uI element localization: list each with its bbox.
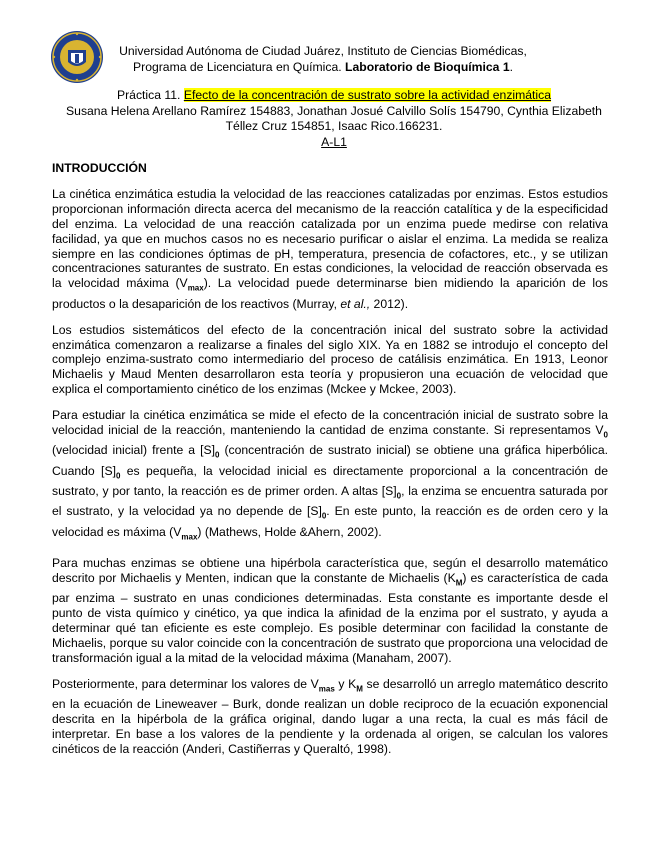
paragraph-2: Los estudios sistemáticos del efecto de la concentración inical del sustrato sobre la actividad enzimática comenzaron a realizarse a finales del siglo XIX. Ya en 1882 se introdujo el concepto del complejo enzima-sustrato como intermediario del proceso de catálisis enzimática. En 1913, Leonor Michaelis y Maud Menten desarrollaron esta teoría y propusieron una ecuación de velocidad que explica el comportamiento cinético de los enzimas (Mckee y Mckee, 2003). — [52, 322, 608, 397]
document-header — [108, 43, 538, 75]
paragraph-4: Para muchas enzimas se obtiene una hipérbola característica que, según el desarrollo matemático descrito por Michaelis y Menten, indican que la constante de Michaelis $(K_M)$ es característica de cada par enzima – sustrato en unas condiciones determinadas. Esta constante es importante desde el punto de vista químico y cinético, ya que indica la afinidad de la enzima por el sustrato, y ayuda a determinar qué tan eficiente es este complejo. Es posible determinar con facilidad la constante de Michaelis, porque su valor coincide con la concentración de sustrato que proporciona una velocidad de transformación igual a la mitad de la velocidad máxima (Manaham, 2007). — [52, 556, 608, 665]
practice-title-line — [60, 88, 608, 104]
institution-line: Universidad Autónoma de Ciudad Juárez, Instituto de Ciencias Biomédicas, — [119, 44, 527, 58]
practice-block — [60, 88, 608, 150]
paragraph-1: La cinética enzimática estudia la velocidad de las reacciones catalizadas por enzimas. Estos estudios proporcionan información directa acerca del mecanismo de la reacción catalítica y de la especificidad del enzima. La velocidad de una reacción catalizada por un enzima puede medirse con relativa facilidad, ya que en muchos casos no es necesario purificar o aislar el enzima. La medida se realiza siempre en las condiciones óptimas de pH, temperatura, presencia de cofactores, etc., y se utilizan concentraciones saturantes de sustrato. En estas condiciones, la velocidad de reacción observada es la velocidad máxima $(V_{max})$. La velocidad puede determinarse bien midiendo la aparición de los productos o la desaparición de los reactivos (Murray, et al., 2012). — [52, 186, 608, 311]
practice-label: Práctica 11. — [116, 88, 184, 102]
program-line — [108, 59, 538, 75]
introduction-section — [52, 161, 608, 768]
group-code: A-L1 — [321, 134, 347, 149]
authors: Susana Helena Arellano Ramírez 154883, Jonathan Josué Calvillo Solís 154790, Cynthia Elizabeth Téllez Cruz 154851, Isaac Rico.166231. — [66, 103, 602, 133]
paragraph-5: Posteriormente, para determinar los valores de $V_{mas}$ y $K_M$ se desarrolló un arreglo matemático descrito en la ecuación de Lineweaver – Burk, donde realizan un doble reciproco de la ecuación exponencial descrita en la hipérbola de la gráfica original, dando lugar a una recta, la cual es más fácil de interpretar. En base a los valores de la pendiente y la ordenada al origen, se calculan los valores cinéticos de la reacción (Anderi, Castiñerras y Queraltó, 1998). — [52, 676, 608, 756]
lab-name: Laboratorio de Bioquímica 1 — [345, 60, 510, 74]
program-line-end: . — [509, 60, 513, 74]
university-seal-icon — [50, 30, 104, 84]
practice-title: Efecto de la concentración de sustrato sobre la actividad enzimática — [183, 88, 552, 102]
citation-italic: et al., — [340, 296, 371, 311]
program-name: Programa de Licenciatura en Química. — [133, 60, 346, 74]
paragraph-3: Para estudiar la cinética enzimática se mide el efecto de la concentración inicial de sustrato sobre la velocidad inicial de la reacción, manteniendo la cantidad de enzima constante. Si representamos $V_0$ (velocidad inicial) frente a $[S]_0$ (concentración de sustrato inicial) se obtiene una gráfica hiperbólica. Cuando $[S]_0$ es pequeña, la velocidad inicial es directamente proporcional a la concentración de sustrato, y por tanto, la reacción es de primer orden. A altas $[S]_0$, la enzima se encuentra saturada por el sustrato, y la velocidad ya no depende de $[S]_0$. En este punto, la reacción es de orden cero y la velocidad es máxima $(V_{max})$ (Mathews, Holde &Ahern, 2002). — [52, 408, 609, 542]
section-heading: INTRODUCCIÓN — [52, 161, 147, 175]
